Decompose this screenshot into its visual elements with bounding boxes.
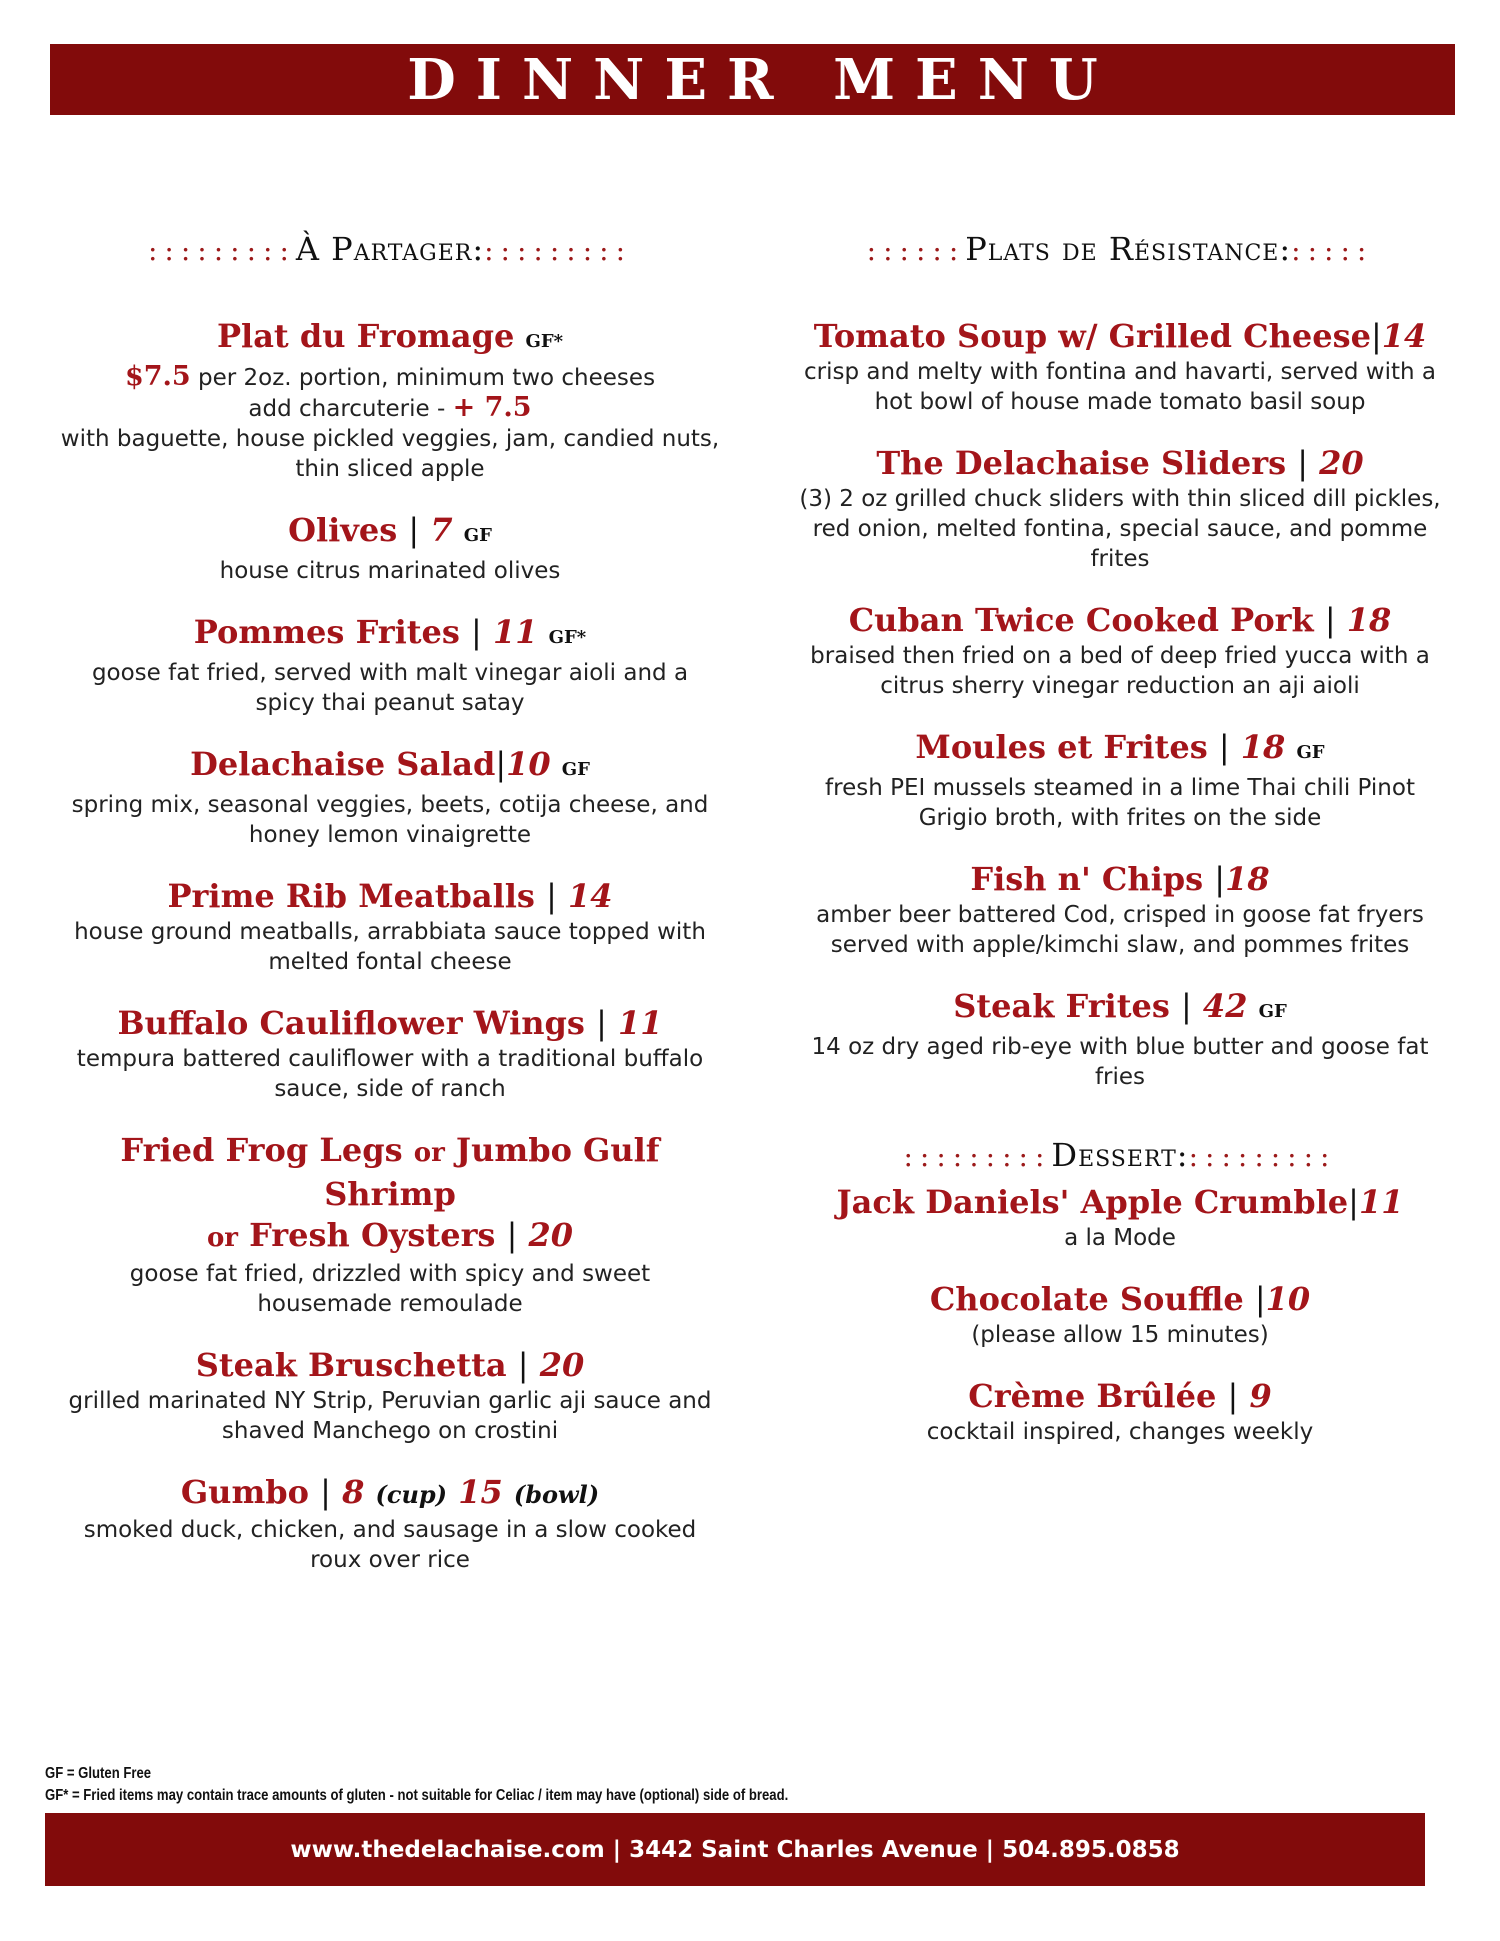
item-price: 18	[1346, 601, 1392, 639]
section-heading-dessert	[790, 1136, 1450, 1174]
size-label: (cup)	[375, 1480, 448, 1509]
item-desc: per 2oz. portion, minimum two cheeses	[198, 365, 656, 391]
section-heading-a-partager	[60, 230, 720, 268]
menu-item-buffalo-cauliflower-wings	[60, 1003, 720, 1104]
menu-item-delachaise-salad	[60, 744, 720, 850]
item-desc: spring mix, seasonal veggies, beets, cotija cheese, and honey lemon vinaigrette	[71, 792, 709, 848]
section-heading-plats	[790, 230, 1450, 268]
item-name: Jack Daniels' Apple Crumble	[836, 1183, 1349, 1221]
item-desc: goose fat fried, drizzled with spicy and sweet housemade remoulade	[129, 1261, 651, 1317]
section-title: Plats de Résistance:	[965, 230, 1292, 268]
item-desc: fresh PEI mussels steamed in a lime Thai chili Pinot Grigio broth, with frites on the side	[825, 775, 1415, 831]
item-name: Chocolate Souffle	[929, 1280, 1244, 1318]
section-title: Dessert:	[1051, 1136, 1189, 1174]
separator: |	[546, 877, 557, 915]
footnote-gf-star: GF* = Fried items may contain trace amounts of gluten - not suitable for Celiac / item may have (optional) side of bread.	[45, 1787, 789, 1804]
separator: |	[506, 1216, 518, 1254]
menu-item-olives	[60, 510, 720, 586]
item-desc: tempura battered cauliflower with a traditional buffalo sauce, side of ranch	[76, 1046, 704, 1102]
contact-info: www.thedelachaise.com | 3442 Saint Charles Avenue | 504.895.0858	[290, 1836, 1180, 1863]
menu-item-tomato-soup	[790, 316, 1450, 417]
page-title: DINNER MENU	[407, 46, 1118, 113]
item-name: Fish n' Chips	[970, 860, 1204, 898]
heading-dots: :::::::::	[147, 234, 296, 267]
separator: |	[596, 1004, 607, 1042]
item-name: Buffalo Cauliflower Wings	[117, 1004, 585, 1042]
item-name: Fried Frog Legs	[120, 1131, 403, 1169]
item-price: 11	[492, 613, 538, 651]
item-desc: house citrus marinated olives	[219, 558, 561, 584]
heading-dots: :::::::::	[903, 1140, 1052, 1173]
item-name: Olives	[288, 511, 398, 549]
menu-item-prime-rib-meatballs	[60, 876, 720, 977]
menu-item-pommes-frites	[60, 612, 720, 718]
heading-dots: :::::	[1291, 234, 1374, 267]
item-desc: house ground meatballs, arrabbiata sauce topped with melted fontal cheese	[74, 919, 706, 975]
item-name: Jumbo Gulf Shrimp	[324, 1131, 660, 1213]
gluten-tag: GF*	[548, 627, 587, 648]
menu-item-steak-frites	[790, 986, 1450, 1092]
appetizers-column	[60, 230, 720, 1601]
item-desc: grilled marinated NY Strip, Peruvian garlic aji sauce and shaved Manchego on crostini	[68, 1388, 712, 1444]
item-price: 18	[1240, 728, 1286, 766]
header-banner	[50, 44, 1455, 115]
gluten-tag: GF	[1258, 1001, 1287, 1022]
item-name: Plat du Fromage	[216, 317, 515, 355]
item-price: 20	[539, 1346, 585, 1384]
item-desc: add charcuterie -	[248, 396, 446, 422]
menu-item-creme-brulee	[790, 1376, 1450, 1447]
item-desc: amber beer battered Cod, crisped in goose fat fryers served with apple/kimchi slaw, and pommes frites	[816, 902, 1424, 958]
menu-item-delachaise-sliders	[790, 443, 1450, 574]
item-price: 18	[1225, 860, 1270, 898]
entrees-column	[790, 230, 1450, 1473]
heading-dots: :::::::::	[1188, 1140, 1337, 1173]
item-name: Prime Rib Meatballs	[167, 877, 535, 915]
footnote-gf: GF = Gluten Free	[45, 1765, 152, 1782]
separator: |	[320, 1473, 331, 1511]
item-name: Steak Frites	[953, 987, 1170, 1025]
dessert-section	[790, 1136, 1450, 1447]
item-name: Crème Brûlée	[968, 1377, 1217, 1415]
gluten-tag: GF*	[525, 331, 564, 352]
item-desc: with baguette, house pickled veggies, jam, candied nuts, thin sliced apple	[60, 426, 720, 482]
item-price: 14	[567, 877, 613, 915]
menu-item-cuban-pork	[790, 600, 1450, 701]
item-name: Fresh Oysters	[249, 1216, 496, 1254]
item-price: 15	[458, 1473, 503, 1511]
item-price: 7	[430, 511, 453, 549]
separator: |	[408, 511, 420, 549]
menu-item-moules-et-frites	[790, 727, 1450, 833]
item-desc: a la Mode	[1064, 1225, 1176, 1251]
menu-item-gumbo	[60, 1472, 720, 1575]
separator: |	[1227, 1377, 1239, 1415]
footer-banner	[45, 1813, 1425, 1886]
item-name: Moules et Frites	[915, 728, 1208, 766]
separator: |	[1324, 601, 1336, 639]
item-desc: (3) 2 oz grilled chuck sliders with thin sliced dill pickles, red onion, melted fontina, special sauce, and pomme frites	[799, 486, 1441, 572]
size-label: (bowl)	[513, 1480, 600, 1509]
separator: |	[1297, 444, 1308, 482]
item-price: 14	[1381, 317, 1427, 355]
addon-price: + 7.5	[452, 392, 532, 423]
item-price: 11	[1358, 1183, 1404, 1221]
item-price: 9	[1249, 1377, 1272, 1415]
item-price: 20	[528, 1216, 574, 1254]
gluten-tag: GF	[561, 759, 590, 780]
item-price: 11	[617, 1004, 663, 1042]
item-desc: 14 oz dry aged rib-eye with blue butter and goose fat fries	[811, 1034, 1429, 1090]
separator: |	[1254, 1280, 1266, 1318]
or-connector: or	[413, 1138, 445, 1168]
separator: |	[1371, 317, 1382, 355]
item-desc: smoked duck, chicken, and sausage in a slow cooked roux over rice	[83, 1517, 697, 1573]
item-name: Cuban Twice Cooked Pork	[848, 601, 1314, 639]
item-name: Pommes Frites	[193, 613, 460, 651]
item-name: The Delachaise Sliders	[876, 444, 1287, 482]
item-desc: goose fat fried, served with malt vinegar aioli and a spicy thai peanut satay	[91, 660, 689, 716]
separator: |	[1181, 987, 1192, 1025]
or-connector: or	[206, 1223, 238, 1253]
item-desc: (please allow 15 minutes)	[971, 1322, 1269, 1348]
separator: |	[1214, 860, 1226, 898]
menu-item-fried-frog-legs-shrimp-oysters	[60, 1130, 720, 1319]
separator: |	[471, 613, 482, 651]
gluten-tag: GF	[463, 525, 492, 546]
item-price: 8	[342, 1473, 365, 1511]
separator: |	[495, 745, 507, 783]
item-price: 42	[1202, 987, 1248, 1025]
section-title: À Partager:	[295, 230, 485, 268]
item-price: 10	[1265, 1280, 1311, 1318]
separator: |	[1348, 1183, 1359, 1221]
item-name: Delachaise Salad	[190, 745, 496, 783]
menu-item-fish-n-chips	[790, 859, 1450, 960]
separator: |	[1218, 728, 1230, 766]
item-price: $7.5	[124, 361, 191, 392]
item-name: Gumbo	[180, 1473, 310, 1511]
separator: |	[517, 1346, 529, 1384]
item-desc: braised then fried on a bed of deep fried yucca with a citrus sherry vinegar reduction an aji aioli	[810, 643, 1430, 699]
footnotes	[45, 1763, 788, 1807]
item-desc: cocktail inspired, changes weekly	[926, 1419, 1314, 1445]
heading-dots: :::::::::	[484, 234, 633, 267]
item-name: Steak Bruschetta	[195, 1346, 507, 1384]
item-price: 20	[1319, 444, 1364, 482]
item-price: 10	[506, 745, 551, 783]
menu-item-chocolate-souffle	[790, 1279, 1450, 1350]
gluten-tag: GF	[1296, 742, 1325, 763]
item-desc: crisp and melty with fontina and havarti, served with a hot bowl of house made tomato basil soup	[803, 359, 1436, 415]
menu-item-steak-bruschetta	[60, 1345, 720, 1446]
item-name: Tomato Soup w/ Grilled Cheese	[813, 317, 1371, 355]
heading-dots: ::::::	[866, 234, 966, 267]
menu-item-plat-du-fromage	[60, 316, 720, 484]
menu-item-apple-crumble	[790, 1182, 1450, 1253]
